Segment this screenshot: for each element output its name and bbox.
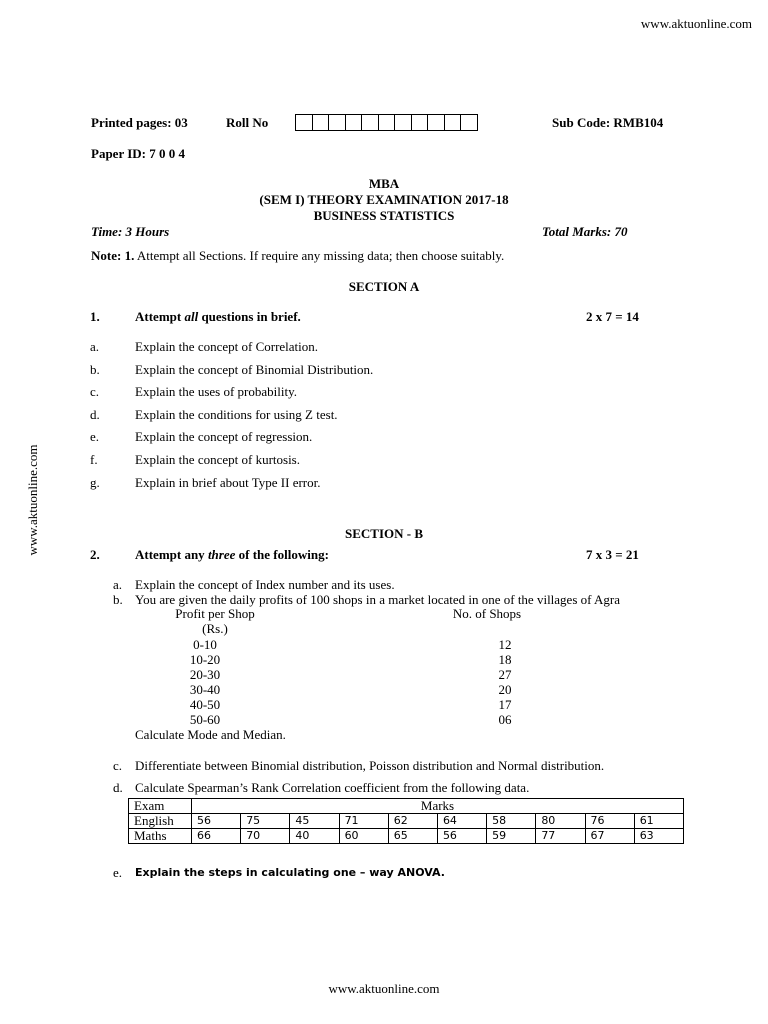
mark-cell: 75: [241, 814, 290, 829]
total-marks: Total Marks: 70: [542, 224, 628, 239]
item-2a-text: Explain the concept of Index number and its uses.: [135, 577, 395, 592]
item-text: Explain the uses of probability.: [135, 384, 297, 400]
subject-name: Maths: [129, 829, 192, 844]
printed-pages: Printed pages: 03: [91, 115, 188, 130]
profit-range: 10-20: [189, 652, 221, 667]
roll-no-box[interactable]: [444, 114, 462, 131]
side-watermark-url: www.aktuonline.com: [25, 444, 40, 556]
item-2c-text: Differentiate between Binomial distribution, Poisson distribution and Normal distribution.: [135, 758, 605, 773]
note: [91, 248, 504, 264]
section-b-title: SECTION - B: [344, 526, 424, 541]
item-2d-text: Calculate Spearman’s Rank Correlation coefficient from the following data.: [135, 780, 530, 795]
subject-name: English: [129, 814, 192, 829]
marks-table: [128, 798, 684, 844]
item-text: Explain the conditions for using Z test.: [135, 406, 338, 422]
marks-table-header-row: [129, 799, 684, 814]
item-label: a.: [90, 339, 100, 354]
item-label: f.: [90, 452, 98, 467]
item-2e-text: Explain the steps in calculating one – way ANOVA.: [135, 866, 445, 879]
profit-range: 20-30: [189, 667, 221, 682]
subject-title: BUSINESS STATISTICS: [313, 208, 455, 223]
mark-cell: 60: [339, 829, 388, 844]
mark-cell: 58: [487, 814, 536, 829]
question-1: [90, 309, 650, 325]
mark-cell: 62: [388, 814, 437, 829]
shops-header: No. of Shops: [452, 606, 522, 621]
mark-cell: 63: [634, 829, 683, 844]
shop-count: 17: [498, 697, 512, 712]
profit-range: 30-40: [189, 682, 221, 697]
question-marks: 2 x 7 = 14: [586, 309, 639, 324]
exam-title: (SEM I) THEORY EXAMINATION 2017-18: [259, 192, 509, 207]
item-text: Explain the concept of regression.: [135, 429, 313, 445]
exam-header: Exam: [129, 799, 192, 814]
mark-cell: 56: [437, 829, 486, 844]
roll-no-box[interactable]: [345, 114, 363, 131]
item-2d-label: d.: [113, 780, 123, 795]
roll-no-box[interactable]: [312, 114, 330, 131]
profit-header: Profit per Shop: [175, 606, 255, 621]
shop-count: 18: [498, 652, 512, 667]
mark-cell: 64: [437, 814, 486, 829]
header-url: www.aktuonline.com: [640, 16, 752, 31]
roll-no-box[interactable]: [328, 114, 346, 131]
item-2b-text: You are given the daily profits of 100 shops in a market located in one of the villages of Agra: [135, 592, 620, 607]
profit-unit: (Rs.): [202, 621, 228, 636]
item-text: Explain the concept of Correlation.: [135, 339, 319, 354]
shop-count: 20: [498, 682, 512, 697]
question-instruction: Attempt all questions in brief.: [135, 309, 301, 324]
item-label: c.: [90, 384, 100, 400]
roll-no-box[interactable]: [411, 114, 429, 131]
question-marks: 7 x 3 = 21: [586, 547, 639, 562]
profit-range: 40-50: [189, 697, 221, 712]
roll-no-label: Roll No: [226, 115, 269, 130]
program-title: MBA: [368, 176, 400, 191]
item-label: b.: [90, 361, 100, 377]
item-label: e.: [90, 429, 100, 445]
shop-count: 27: [498, 667, 512, 682]
item-text: Explain the concept of Binomial Distribution.: [135, 361, 374, 377]
mark-cell: 67: [585, 829, 634, 844]
roll-no-box[interactable]: [460, 114, 478, 131]
item-label: g.: [90, 474, 100, 490]
paper-id: Paper ID: 7 0 0 4: [91, 146, 186, 161]
roll-no-boxes[interactable]: [296, 114, 478, 131]
mark-cell: 71: [339, 814, 388, 829]
marks-header: Marks: [192, 799, 684, 814]
mark-cell: 40: [290, 829, 339, 844]
roll-no-box[interactable]: [394, 114, 412, 131]
profit-range: 0-10: [193, 637, 217, 652]
shop-count: 06: [498, 712, 512, 727]
item-label: d.: [90, 406, 100, 422]
mark-cell: 77: [536, 829, 585, 844]
item-2e-label: e.: [113, 865, 123, 880]
note-label: Note: 1.: [91, 248, 135, 263]
mark-cell: 76: [585, 814, 634, 829]
question-number: 1.: [90, 309, 100, 324]
shop-count: 12: [498, 637, 512, 652]
roll-no-box[interactable]: [378, 114, 396, 131]
footer-url: www.aktuonline.com: [328, 981, 440, 996]
item-2a-label: a.: [113, 577, 123, 592]
roll-no-box[interactable]: [427, 114, 445, 131]
item-text: Explain in brief about Type II error.: [135, 474, 321, 490]
question-2: [90, 547, 650, 563]
roll-no-box[interactable]: [361, 114, 379, 131]
item-2b-task: Calculate Mode and Median.: [135, 727, 286, 742]
profit-range: 50-60: [189, 712, 221, 727]
mark-cell: 65: [388, 829, 437, 844]
mark-cell: 61: [634, 814, 683, 829]
note-text: Attempt all Sections. If require any missing data; then choose suitably.: [136, 248, 505, 263]
mark-cell: 59: [487, 829, 536, 844]
item-2b-label: b.: [113, 592, 123, 607]
mark-cell: 66: [192, 829, 241, 844]
question-number: 2.: [90, 547, 100, 562]
item-2c-label: c.: [113, 758, 123, 773]
time-allowed: Time: 3 Hours: [91, 224, 170, 239]
item-text: Explain the concept of kurtosis.: [135, 452, 300, 467]
mark-cell: 45: [290, 814, 339, 829]
section-a-title: SECTION A: [348, 279, 420, 294]
table-row: [129, 814, 684, 829]
question-instruction: Attempt any three of the following:: [135, 547, 329, 562]
roll-no-box[interactable]: [295, 114, 313, 131]
mark-cell: 56: [192, 814, 241, 829]
mark-cell: 70: [241, 829, 290, 844]
sub-code: Sub Code: RMB104: [552, 115, 664, 130]
mark-cell: 80: [536, 814, 585, 829]
table-row: [129, 829, 684, 844]
